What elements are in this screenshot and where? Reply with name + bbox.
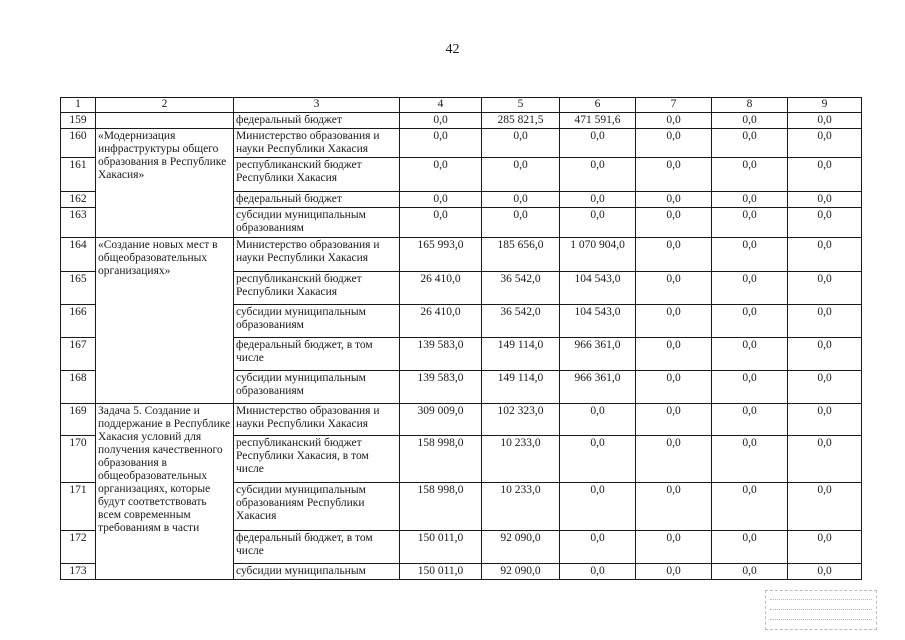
- value-cell: 0,0: [712, 129, 788, 158]
- value-cell: 104 543,0: [560, 305, 636, 338]
- value-cell: 165 993,0: [400, 238, 482, 272]
- value-cell: 92 090,0: [482, 531, 560, 564]
- column-header: 8: [712, 98, 788, 113]
- row-number: 163: [61, 208, 96, 238]
- value-cell: 0,0: [560, 129, 636, 158]
- column-header: 5: [482, 98, 560, 113]
- row-number: 173: [61, 564, 96, 580]
- value-cell: 0,0: [560, 531, 636, 564]
- value-cell: 102 323,0: [482, 404, 560, 436]
- value-cell: 0,0: [636, 305, 712, 338]
- funding-source: федеральный бюджет, в том числе: [234, 531, 400, 564]
- value-cell: 104 543,0: [560, 272, 636, 305]
- column-header: 1: [61, 98, 96, 113]
- value-cell: 0,0: [482, 208, 560, 238]
- value-cell: 0,0: [788, 531, 862, 564]
- value-cell: 0,0: [712, 192, 788, 208]
- value-cell: 10 233,0: [482, 483, 560, 531]
- funding-source: республиканский бюджет Республики Хакасия: [234, 158, 400, 192]
- table-row: [61, 404, 862, 436]
- program-name-cell: [96, 113, 234, 129]
- value-cell: 0,0: [712, 305, 788, 338]
- row-number: 169: [61, 404, 96, 436]
- value-cell: 0,0: [636, 113, 712, 129]
- column-header: 2: [96, 98, 234, 113]
- value-cell: 0,0: [712, 338, 788, 371]
- value-cell: 0,0: [482, 129, 560, 158]
- funding-source: Министерство образования и науки Республики Хакасия: [234, 238, 400, 272]
- value-cell: 0,0: [636, 483, 712, 531]
- funding-source: субсидии муниципальным образованиям: [234, 208, 400, 238]
- value-cell: 158 998,0: [400, 483, 482, 531]
- value-cell: 0,0: [400, 208, 482, 238]
- value-cell: 0,0: [712, 531, 788, 564]
- value-cell: 0,0: [788, 208, 862, 238]
- value-cell: 1 070 904,0: [560, 238, 636, 272]
- value-cell: 0,0: [400, 158, 482, 192]
- value-cell: 26 410,0: [400, 272, 482, 305]
- value-cell: 0,0: [712, 436, 788, 483]
- value-cell: 0,0: [400, 192, 482, 208]
- value-cell: 966 361,0: [560, 338, 636, 371]
- value-cell: 0,0: [636, 338, 712, 371]
- funding-source: Министерство образования и науки Республики Хакасия: [234, 129, 400, 158]
- value-cell: 36 542,0: [482, 305, 560, 338]
- value-cell: 0,0: [712, 238, 788, 272]
- value-cell: 149 114,0: [482, 338, 560, 371]
- row-number: 164: [61, 238, 96, 272]
- value-cell: 309 009,0: [400, 404, 482, 436]
- table-row: [61, 113, 862, 129]
- value-cell: 0,0: [788, 158, 862, 192]
- column-header: 9: [788, 98, 862, 113]
- value-cell: 0,0: [636, 158, 712, 192]
- value-cell: 0,0: [400, 129, 482, 158]
- value-cell: 0,0: [788, 113, 862, 129]
- funding-source: субсидии муниципальным: [234, 564, 400, 580]
- value-cell: 0,0: [788, 272, 862, 305]
- value-cell: 0,0: [560, 192, 636, 208]
- table-row: [61, 129, 862, 158]
- value-cell: 0,0: [636, 404, 712, 436]
- value-cell: 0,0: [636, 371, 712, 404]
- row-number: 170: [61, 436, 96, 483]
- value-cell: 0,0: [636, 238, 712, 272]
- value-cell: 185 656,0: [482, 238, 560, 272]
- value-cell: 966 361,0: [560, 371, 636, 404]
- header-row: [61, 98, 862, 113]
- value-cell: 0,0: [712, 113, 788, 129]
- value-cell: 0,0: [788, 305, 862, 338]
- funding-source: федеральный бюджет: [234, 113, 400, 129]
- value-cell: 0,0: [712, 158, 788, 192]
- value-cell: 0,0: [788, 371, 862, 404]
- row-number: 166: [61, 305, 96, 338]
- value-cell: 139 583,0: [400, 338, 482, 371]
- program-name: «Модернизация инфраструктуры общего образования в Республике Хакасия»: [96, 129, 234, 238]
- value-cell: 0,0: [636, 531, 712, 564]
- row-number: 162: [61, 192, 96, 208]
- value-cell: 0,0: [560, 564, 636, 580]
- value-cell: 139 583,0: [400, 371, 482, 404]
- value-cell: 0,0: [482, 192, 560, 208]
- funding-source: федеральный бюджет: [234, 192, 400, 208]
- value-cell: 158 998,0: [400, 436, 482, 483]
- funding-source: субсидии муниципальным образованиям: [234, 371, 400, 404]
- value-cell: 0,0: [712, 208, 788, 238]
- value-cell: 0,0: [712, 371, 788, 404]
- funding-source: республиканский бюджет Республики Хакасия, в том числе: [234, 436, 400, 483]
- value-cell: 0,0: [560, 208, 636, 238]
- column-header: 6: [560, 98, 636, 113]
- value-cell: 471 591,6: [560, 113, 636, 129]
- funding-source: Министерство образования и науки Республики Хакасия: [234, 404, 400, 436]
- value-cell: 0,0: [560, 158, 636, 192]
- value-cell: 0,0: [636, 272, 712, 305]
- funding-source: субсидии муниципальным образованиям: [234, 305, 400, 338]
- program-name: «Создание новых мест в общеобразовательных организациях»: [96, 238, 234, 404]
- row-number: 165: [61, 272, 96, 305]
- page-number: 42: [445, 42, 460, 57]
- column-header: 3: [234, 98, 400, 113]
- value-cell: 0,0: [636, 192, 712, 208]
- value-cell: 92 090,0: [482, 564, 560, 580]
- funding-source: федеральный бюджет, в том числе: [234, 338, 400, 371]
- value-cell: 150 011,0: [400, 564, 482, 580]
- value-cell: 0,0: [636, 436, 712, 483]
- value-cell: 0,0: [788, 129, 862, 158]
- value-cell: 0,0: [636, 208, 712, 238]
- value-cell: 0,0: [560, 404, 636, 436]
- column-header: 4: [400, 98, 482, 113]
- row-number: 172: [61, 531, 96, 564]
- value-cell: 10 233,0: [482, 436, 560, 483]
- value-cell: 0,0: [636, 129, 712, 158]
- value-cell: 36 542,0: [482, 272, 560, 305]
- value-cell: 0,0: [560, 436, 636, 483]
- row-number: 159: [61, 113, 96, 129]
- value-cell: 285 821,5: [482, 113, 560, 129]
- row-number: 168: [61, 371, 96, 404]
- value-cell: 0,0: [788, 404, 862, 436]
- row-number: 171: [61, 483, 96, 531]
- value-cell: 150 011,0: [400, 531, 482, 564]
- value-cell: 0,0: [482, 158, 560, 192]
- value-cell: 0,0: [712, 483, 788, 531]
- value-cell: 0,0: [788, 338, 862, 371]
- budget-table: [60, 97, 862, 580]
- value-cell: 0,0: [788, 436, 862, 483]
- funding-source: субсидии муниципальным образованиям Республики Хакасия: [234, 483, 400, 531]
- value-cell: 0,0: [712, 272, 788, 305]
- column-header: 7: [636, 98, 712, 113]
- value-cell: 0,0: [636, 564, 712, 580]
- value-cell: 149 114,0: [482, 371, 560, 404]
- value-cell: 0,0: [400, 113, 482, 129]
- value-cell: 0,0: [560, 483, 636, 531]
- value-cell: 0,0: [788, 192, 862, 208]
- value-cell: 0,0: [712, 404, 788, 436]
- row-number: 160: [61, 129, 96, 158]
- value-cell: 0,0: [788, 238, 862, 272]
- faint-stamp: [765, 590, 877, 630]
- value-cell: 0,0: [788, 483, 862, 531]
- value-cell: 0,0: [788, 564, 862, 580]
- table-row: [61, 238, 862, 272]
- task-name: Задача 5. Создание и поддержание в Республике Хакасия условий для получения качественного образования в общеобразовательных организациях, которые будут соответствовать всем современным требованиям в части: [96, 404, 234, 580]
- value-cell: 0,0: [712, 564, 788, 580]
- funding-source: республиканский бюджет Республики Хакасия: [234, 272, 400, 305]
- row-number: 161: [61, 158, 96, 192]
- row-number: 167: [61, 338, 96, 371]
- value-cell: 26 410,0: [400, 305, 482, 338]
